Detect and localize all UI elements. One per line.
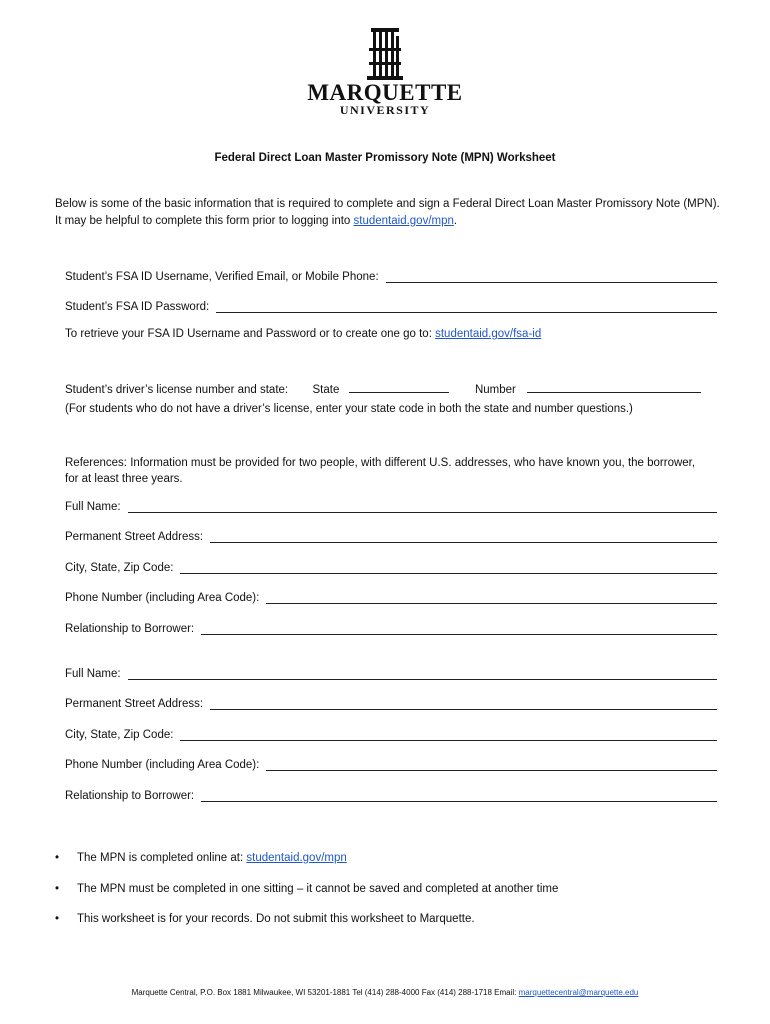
license-row [65, 380, 717, 396]
license-note: (For students who do not have a driver’s license, enter your state code in both the state and number questions.) [65, 403, 633, 415]
ref1-city-label: City, State, Zip Code: [65, 562, 174, 574]
state-label: State [312, 384, 340, 396]
bullet-2-text: The MPN must be completed in one sitting – it cannot be saved and completed at another time [77, 883, 559, 895]
intro-mpn-link[interactable]: studentaid.gov/mpn [353, 215, 454, 227]
ref1-phone-line[interactable] [266, 591, 717, 604]
fsa-retrieve-label: To retrieve your FSA ID Username and Password or to create one go to: [65, 328, 436, 340]
ref1-street-label: Permanent Street Address: [65, 531, 204, 543]
bullet-dot: • [55, 913, 60, 925]
ref2-phone-line[interactable] [266, 758, 717, 771]
intro-paragraph [55, 196, 720, 230]
fsa-password-field[interactable] [65, 300, 717, 313]
logo-name: MARQUETTE [307, 80, 463, 105]
fsa-username-field[interactable] [65, 270, 717, 283]
ref2-phone-label: Phone Number (including Area Code): [65, 759, 260, 771]
ref2-city-field[interactable] [65, 728, 717, 741]
ref1-full-name-field[interactable] [65, 500, 717, 513]
fsa-retrieve-text [65, 328, 541, 340]
fsa-password-line[interactable] [216, 300, 717, 313]
fsa-username-line[interactable] [386, 270, 717, 283]
bullet-item [55, 913, 475, 925]
ref1-city-field[interactable] [65, 561, 717, 574]
fsa-id-link[interactable]: studentaid.gov/fsa-id [435, 328, 542, 340]
university-logo [300, 28, 470, 120]
tower-emblem-icon [365, 28, 405, 80]
fsa-username-label: Student’s FSA ID Username, Verified Email, or Mobile Phone: [65, 271, 379, 283]
ref2-city-label: City, State, Zip Code: [65, 729, 174, 741]
ref1-street-line[interactable] [210, 530, 717, 543]
ref2-relationship-line[interactable] [201, 789, 717, 802]
ref1-phone-field[interactable] [65, 591, 717, 604]
references-intro: References: Information must be provided for two people, with different U.S. addresses, who have known you, the borrower, for at least three years. [65, 457, 696, 485]
number-label: Number [474, 384, 516, 396]
ref2-full-name-field[interactable] [65, 667, 717, 680]
fsa-password-label: Student’s FSA ID Password: [65, 301, 210, 313]
ref2-phone-field[interactable] [65, 758, 717, 771]
bullet-item [55, 883, 558, 895]
bullet-dot: • [55, 883, 60, 895]
footer-email-link[interactable]: marquettecentral@marquette.edu [518, 988, 639, 997]
ref2-full-name-line[interactable] [128, 667, 717, 680]
license-label: Student’s driver’s license number and state: [65, 384, 289, 396]
ref1-city-line[interactable] [180, 561, 717, 574]
ref1-relationship-field[interactable] [65, 622, 717, 635]
ref1-full-name-line[interactable] [128, 500, 717, 513]
page-title: Federal Direct Loan Master Promissory Note (MPN) Worksheet [214, 152, 556, 164]
bullet-1-text: The MPN is completed online at: [77, 852, 247, 864]
bullet-3-text: This worksheet is for your records. Do not submit this worksheet to Marquette. [77, 913, 475, 925]
number-line[interactable] [527, 380, 701, 393]
intro-end: . [453, 215, 458, 227]
ref1-phone-label: Phone Number (including Area Code): [65, 592, 260, 604]
bullet-mpn-link[interactable]: studentaid.gov/mpn [246, 852, 347, 864]
footer-contact: Marquette Central, P.O. Box 1881 Milwaukee, WI 53201-1881 Tel (414) 288-4000 Fax (414) 288-1718 Email: [131, 988, 519, 997]
ref1-relationship-line[interactable] [201, 622, 717, 635]
state-line[interactable] [349, 380, 449, 393]
ref2-full-name-label: Full Name: [65, 668, 121, 680]
ref2-street-field[interactable] [65, 697, 717, 710]
page-footer [0, 988, 770, 997]
ref2-city-line[interactable] [180, 728, 717, 741]
ref2-street-label: Permanent Street Address: [65, 698, 204, 710]
ref2-relationship-field[interactable] [65, 789, 717, 802]
ref1-street-field[interactable] [65, 530, 717, 543]
bullet-dot: • [55, 852, 60, 864]
bullet-item [55, 852, 347, 864]
ref1-relationship-label: Relationship to Borrower: [65, 623, 195, 635]
ref1-full-name-label: Full Name: [65, 501, 121, 513]
ref2-relationship-label: Relationship to Borrower: [65, 790, 195, 802]
logo-subtitle: UNIVERSITY [339, 103, 431, 117]
ref2-street-line[interactable] [210, 697, 717, 710]
intro-text: Below is some of the basic information that is required to complete and sign a Federal Direct Loan Master Promissory Note (MPN). It may be helpful to complete this form prior to logging into [55, 198, 720, 227]
